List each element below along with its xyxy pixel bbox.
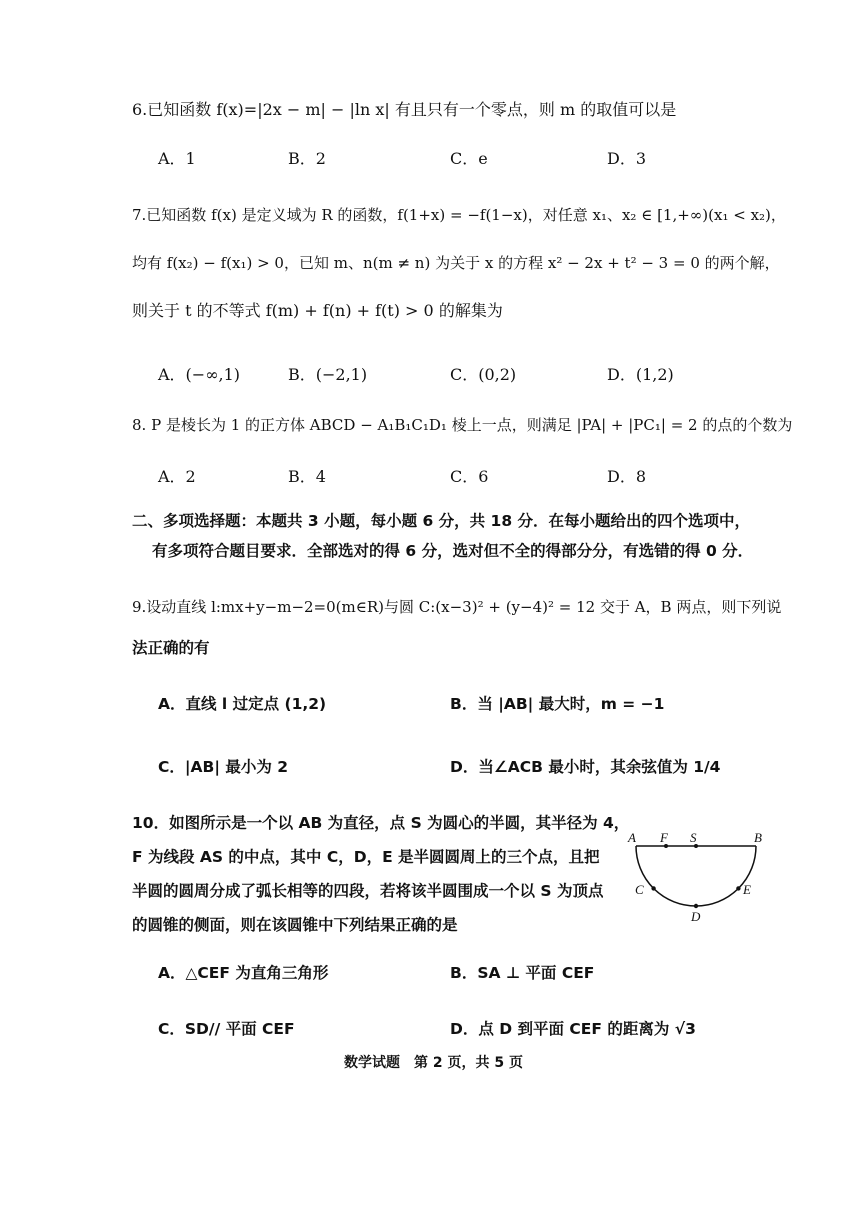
label-f: F — [660, 830, 668, 845]
q10-line-1: 10．如图所示是一个以 AB 为直径，点 S 为圆心的半圆，其半径为 4， — [132, 814, 630, 832]
q8-option-c: C．6 — [450, 467, 489, 486]
q7-option-b: B．(−2,1) — [288, 365, 368, 384]
label-b: B — [754, 830, 762, 845]
q10-option-b: B．SA ⊥ 平面 CEF — [450, 964, 595, 982]
q7-option-d: D．(1,2) — [607, 365, 674, 384]
q10-option-a: A．△CEF 为直角三角形 — [158, 964, 329, 982]
q8-option-a: A．2 — [158, 467, 196, 486]
q10-option-c: C．SD// 平面 CEF — [158, 1020, 295, 1038]
q10-line-3: 半圆的圆周分成了弧长相等的四段，若将该半圆围成一个以 S 为顶点 — [132, 882, 604, 900]
q7-line-3: 则关于 t 的不等式 f(m) + f(n) + f(t) > 0 的解集为 — [132, 301, 503, 320]
label-e: E — [743, 882, 751, 897]
page-footer: 数学试题 第 2 页，共 5 页 — [344, 1055, 523, 1071]
q9-line-1: 9.设动直线 l:mx+y−m−2=0(m∈R)与圆 C:(x−3)² + (y−4)² = 12 交于 A，B 两点，则下列说 — [132, 598, 782, 616]
label-d: D — [691, 909, 701, 924]
q9-option-d: D．当∠ACB 最小时，其余弦值为 1/4 — [450, 758, 721, 776]
label-s: S — [690, 830, 697, 845]
point-c — [651, 886, 655, 890]
q6-option-c: C．e — [450, 149, 488, 168]
q8-option-d: D．8 — [607, 467, 647, 486]
q6-option-a: A．1 — [158, 149, 196, 168]
q7-line-1: 7.已知函数 f(x) 是定义域为 R 的函数，f(1+x) = −f(1−x)，对任意 x₁、x₂ ∈ [1,+∞)(x₁ < x₂)， — [132, 206, 786, 224]
label-c: C — [635, 882, 644, 897]
q7-option-c: C．(0,2) — [450, 365, 517, 384]
q7-line-2: 均有 f(x₂) − f(x₁) > 0，已知 m、n(m ≠ n) 为关于 x 的方程 x² − 2x + t² − 3 = 0 的两个解， — [132, 254, 780, 272]
q9-option-c: C．|AB| 最小为 2 — [158, 758, 289, 776]
section2-header-line-2: 有多项符合题目要求．全部选对的得 6 分，选对但不全的得部分分，有选错的得 0 分． — [152, 542, 754, 560]
point-e — [736, 886, 740, 890]
point-d — [694, 904, 698, 908]
semicircle-arc — [636, 846, 756, 906]
q10-option-d: D．点 D 到平面 CEF 的距离为 √3 — [450, 1020, 696, 1038]
q9-option-a: A．直线 l 过定点 (1,2) — [158, 695, 327, 713]
q10-line-2: F 为线段 AS 的中点，其中 C，D，E 是半圆圆周上的三个点，且把 — [132, 848, 600, 866]
semicircle-figure — [622, 828, 772, 928]
q6-option-b: B．2 — [288, 149, 326, 168]
q8-option-b: B．4 — [288, 467, 326, 486]
label-a: A — [628, 830, 636, 845]
q6-option-d: D．3 — [607, 149, 647, 168]
q9-line-2: 法正确的有 — [132, 639, 210, 657]
q10-line-4: 的圆锥的侧面，则在该圆锥中下列结果正确的是 — [132, 916, 458, 934]
section2-header-line-1: 二、多项选择题：本题共 3 小题，每小题 6 分，共 18 分．在每小题给出的四个选项中， — [132, 512, 751, 530]
q9-option-b: B．当 |AB| 最大时，m = −1 — [450, 695, 665, 713]
q6-stem: 6.已知函数 f(x)=|2x − m| − |ln x| 有且只有一个零点，则 m 的取值可以是 — [132, 100, 677, 119]
q7-option-a: A．(−∞,1) — [158, 365, 241, 384]
q8-stem: 8. P 是棱长为 1 的正方体 ABCD − A₁B₁C₁D₁ 棱上一点，则满足 |PA| + |PC₁| = 2 的点的个数为 — [132, 416, 793, 434]
